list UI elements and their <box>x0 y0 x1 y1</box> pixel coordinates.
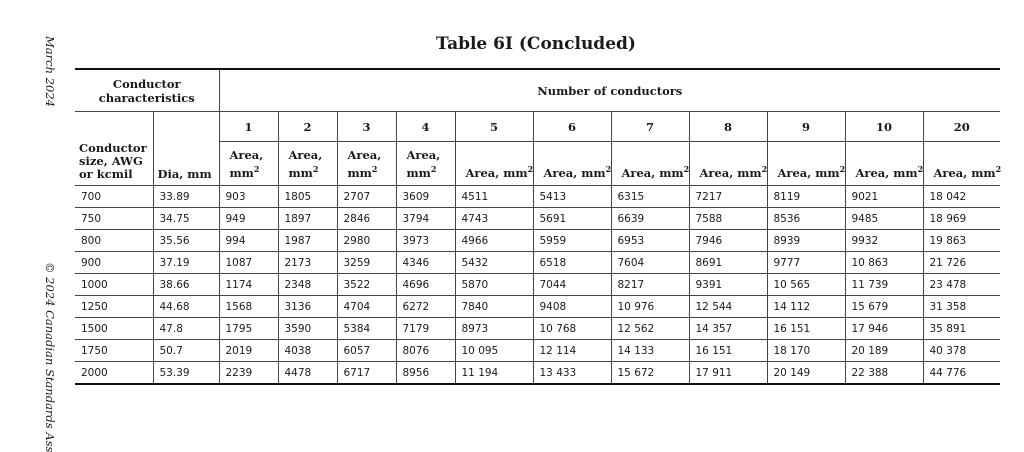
area-unit-superscript: 2 <box>253 164 260 175</box>
cell-area: 8939 <box>767 230 845 252</box>
cell-area: 7604 <box>611 252 689 274</box>
cell-area: 18 042 <box>923 186 1000 208</box>
cell-area: 13 433 <box>533 362 611 385</box>
cell-area: 10 095 <box>455 340 533 362</box>
table-row <box>75 340 1000 362</box>
cell-area: 1568 <box>219 296 278 318</box>
cell-area: 5384 <box>337 318 396 340</box>
cell-area: 2239 <box>219 362 278 385</box>
cell-area: 9485 <box>845 208 923 230</box>
area-header-4 <box>396 142 455 186</box>
conductor-table <box>75 68 1000 385</box>
cell-area: 12 544 <box>689 296 767 318</box>
cell-area: 12 114 <box>533 340 611 362</box>
area-unit-superscript: 2 <box>683 164 690 175</box>
area-unit-superscript: 2 <box>839 164 846 175</box>
cell-area: 10 976 <box>611 296 689 318</box>
cell-area: 20 149 <box>767 362 845 385</box>
cell-area: 9021 <box>845 186 923 208</box>
number-of-conductors-header: Number of conductors <box>219 69 1000 112</box>
cell-area: 4696 <box>396 274 455 296</box>
cell-area: 6953 <box>611 230 689 252</box>
area-header-7 <box>611 142 689 186</box>
cell-area: 949 <box>219 208 278 230</box>
cell-area: 2019 <box>219 340 278 362</box>
cell-area: 2846 <box>337 208 396 230</box>
cell-dia: 50.7 <box>153 340 219 362</box>
cell-area: 7217 <box>689 186 767 208</box>
cell-area: 5959 <box>533 230 611 252</box>
area-label: Area, mm <box>621 166 684 180</box>
cell-area: 9408 <box>533 296 611 318</box>
cell-area: 15 679 <box>845 296 923 318</box>
cell-area: 11 194 <box>455 362 533 385</box>
cell-area: 17 946 <box>845 318 923 340</box>
cell-area: 3973 <box>396 230 455 252</box>
area-header-6 <box>533 142 611 186</box>
cell-area: 11 739 <box>845 274 923 296</box>
cell-area: 3590 <box>278 318 337 340</box>
area-header-2 <box>278 142 337 186</box>
cell-area: 5870 <box>455 274 533 296</box>
cell-area: 22 388 <box>845 362 923 385</box>
cell-area: 3136 <box>278 296 337 318</box>
table-body <box>75 186 1000 385</box>
header-row-counts <box>75 112 1000 142</box>
cell-area: 5691 <box>533 208 611 230</box>
cell-area: 14 357 <box>689 318 767 340</box>
side-date: March 2024 <box>43 36 57 107</box>
cell-area: 12 562 <box>611 318 689 340</box>
conductor-size-header: Conductor size, AWG or kcmil <box>75 112 153 186</box>
area-unit-superscript: 2 <box>605 164 612 175</box>
cell-dia: 53.39 <box>153 362 219 385</box>
cell-dia: 33.89 <box>153 186 219 208</box>
cell-area: 4346 <box>396 252 455 274</box>
cell-dia: 34.75 <box>153 208 219 230</box>
cell-area: 1987 <box>278 230 337 252</box>
conductor-characteristics-header: Conductor characteristics <box>75 69 219 112</box>
cell-area: 18 969 <box>923 208 1000 230</box>
cell-size: 750 <box>75 208 153 230</box>
cell-area: 23 478 <box>923 274 1000 296</box>
cell-area: 8691 <box>689 252 767 274</box>
cell-dia: 38.66 <box>153 274 219 296</box>
cell-area: 4038 <box>278 340 337 362</box>
cell-area: 1897 <box>278 208 337 230</box>
cell-area: 8217 <box>611 274 689 296</box>
table-row <box>75 186 1000 208</box>
cell-area: 9391 <box>689 274 767 296</box>
cell-area: 7044 <box>533 274 611 296</box>
cell-area: 4704 <box>337 296 396 318</box>
cell-size: 1500 <box>75 318 153 340</box>
area-label: Area, mm <box>855 166 918 180</box>
cell-size: 1250 <box>75 296 153 318</box>
cell-area: 10 768 <box>533 318 611 340</box>
table-row <box>75 208 1000 230</box>
cell-area: 8956 <box>396 362 455 385</box>
cell-area: 9777 <box>767 252 845 274</box>
conductor-count-20: 20 <box>923 112 1000 142</box>
cell-area: 31 358 <box>923 296 1000 318</box>
area-unit-superscript: 2 <box>761 164 768 175</box>
cell-area: 20 189 <box>845 340 923 362</box>
cell-area: 6057 <box>337 340 396 362</box>
area-label: Area, mm <box>406 148 441 180</box>
table-row <box>75 362 1000 385</box>
cell-area: 15 672 <box>611 362 689 385</box>
cell-area: 21 726 <box>923 252 1000 274</box>
conductor-count-7: 7 <box>611 112 689 142</box>
table-row <box>75 230 1000 252</box>
cell-area: 7840 <box>455 296 533 318</box>
area-label: Area, mm <box>777 166 840 180</box>
cell-area: 3794 <box>396 208 455 230</box>
cell-area: 40 378 <box>923 340 1000 362</box>
cell-area: 6315 <box>611 186 689 208</box>
cell-dia: 37.19 <box>153 252 219 274</box>
cell-area: 6717 <box>337 362 396 385</box>
cell-area: 18 170 <box>767 340 845 362</box>
cell-area: 8119 <box>767 186 845 208</box>
conductor-count-3: 3 <box>337 112 396 142</box>
cell-size: 1000 <box>75 274 153 296</box>
cell-area: 903 <box>219 186 278 208</box>
cell-area: 16 151 <box>767 318 845 340</box>
cell-area: 8536 <box>767 208 845 230</box>
area-header-10 <box>845 142 923 186</box>
cell-area: 7179 <box>396 318 455 340</box>
area-header-8 <box>689 142 767 186</box>
cell-area: 6639 <box>611 208 689 230</box>
cell-area: 1795 <box>219 318 278 340</box>
cell-area: 5413 <box>533 186 611 208</box>
cell-area: 14 133 <box>611 340 689 362</box>
cell-area: 4511 <box>455 186 533 208</box>
cell-area: 9932 <box>845 230 923 252</box>
cell-area: 3259 <box>337 252 396 274</box>
cell-area: 7588 <box>689 208 767 230</box>
conductor-count-2: 2 <box>278 112 337 142</box>
cell-area: 2173 <box>278 252 337 274</box>
cell-area: 10 565 <box>767 274 845 296</box>
area-header-9 <box>767 142 845 186</box>
cell-dia: 44.68 <box>153 296 219 318</box>
cell-dia: 35.56 <box>153 230 219 252</box>
conductor-count-6: 6 <box>533 112 611 142</box>
area-label: Area, mm <box>699 166 762 180</box>
area-unit-superscript: 2 <box>430 164 437 175</box>
cell-area: 994 <box>219 230 278 252</box>
cell-area: 4478 <box>278 362 337 385</box>
cell-size: 1750 <box>75 340 153 362</box>
area-header-20 <box>923 142 1000 186</box>
cell-area: 35 891 <box>923 318 1000 340</box>
table-title: Table 6I (Concluded) <box>436 34 636 54</box>
cell-area: 10 863 <box>845 252 923 274</box>
area-header-5 <box>455 142 533 186</box>
conductor-count-4: 4 <box>396 112 455 142</box>
conductor-count-8: 8 <box>689 112 767 142</box>
cell-size: 2000 <box>75 362 153 385</box>
area-unit-superscript: 2 <box>371 164 378 175</box>
table-row <box>75 274 1000 296</box>
cell-area: 2707 <box>337 186 396 208</box>
cell-dia: 47.8 <box>153 318 219 340</box>
cell-area: 3609 <box>396 186 455 208</box>
cell-size: 900 <box>75 252 153 274</box>
cell-area: 1087 <box>219 252 278 274</box>
cell-area: 1805 <box>278 186 337 208</box>
cell-size: 800 <box>75 230 153 252</box>
cell-area: 8973 <box>455 318 533 340</box>
conductor-count-9: 9 <box>767 112 845 142</box>
cell-area: 3522 <box>337 274 396 296</box>
table-row <box>75 318 1000 340</box>
cell-area: 2980 <box>337 230 396 252</box>
area-label: Area, mm <box>288 148 323 180</box>
area-header-1 <box>219 142 278 186</box>
cell-area: 14 112 <box>767 296 845 318</box>
cell-area: 8076 <box>396 340 455 362</box>
area-unit-superscript: 2 <box>917 164 924 175</box>
side-copyright: © 2024 Canadian Standards Ass <box>43 262 57 452</box>
cell-area: 44 776 <box>923 362 1000 385</box>
diameter-header: Dia, mm <box>153 112 219 186</box>
area-unit-superscript: 2 <box>995 164 1002 175</box>
table-row <box>75 296 1000 318</box>
cell-area: 19 863 <box>923 230 1000 252</box>
cell-area: 1174 <box>219 274 278 296</box>
area-label: Area, mm <box>229 148 264 180</box>
area-unit-superscript: 2 <box>312 164 319 175</box>
header-row-group <box>75 69 1000 112</box>
conductor-count-10: 10 <box>845 112 923 142</box>
conductor-count-5: 5 <box>455 112 533 142</box>
area-unit-superscript: 2 <box>527 164 534 175</box>
conductor-count-1: 1 <box>219 112 278 142</box>
cell-area: 4966 <box>455 230 533 252</box>
cell-area: 17 911 <box>689 362 767 385</box>
area-label: Area, mm <box>543 166 606 180</box>
cell-area: 2348 <box>278 274 337 296</box>
area-label: Area, mm <box>465 166 528 180</box>
area-label: Area, mm <box>347 148 382 180</box>
cell-area: 6272 <box>396 296 455 318</box>
cell-size: 700 <box>75 186 153 208</box>
area-header-3 <box>337 142 396 186</box>
cell-area: 6518 <box>533 252 611 274</box>
cell-area: 5432 <box>455 252 533 274</box>
cell-area: 4743 <box>455 208 533 230</box>
table-row <box>75 252 1000 274</box>
cell-area: 7946 <box>689 230 767 252</box>
cell-area: 16 151 <box>689 340 767 362</box>
area-label: Area, mm <box>933 166 996 180</box>
